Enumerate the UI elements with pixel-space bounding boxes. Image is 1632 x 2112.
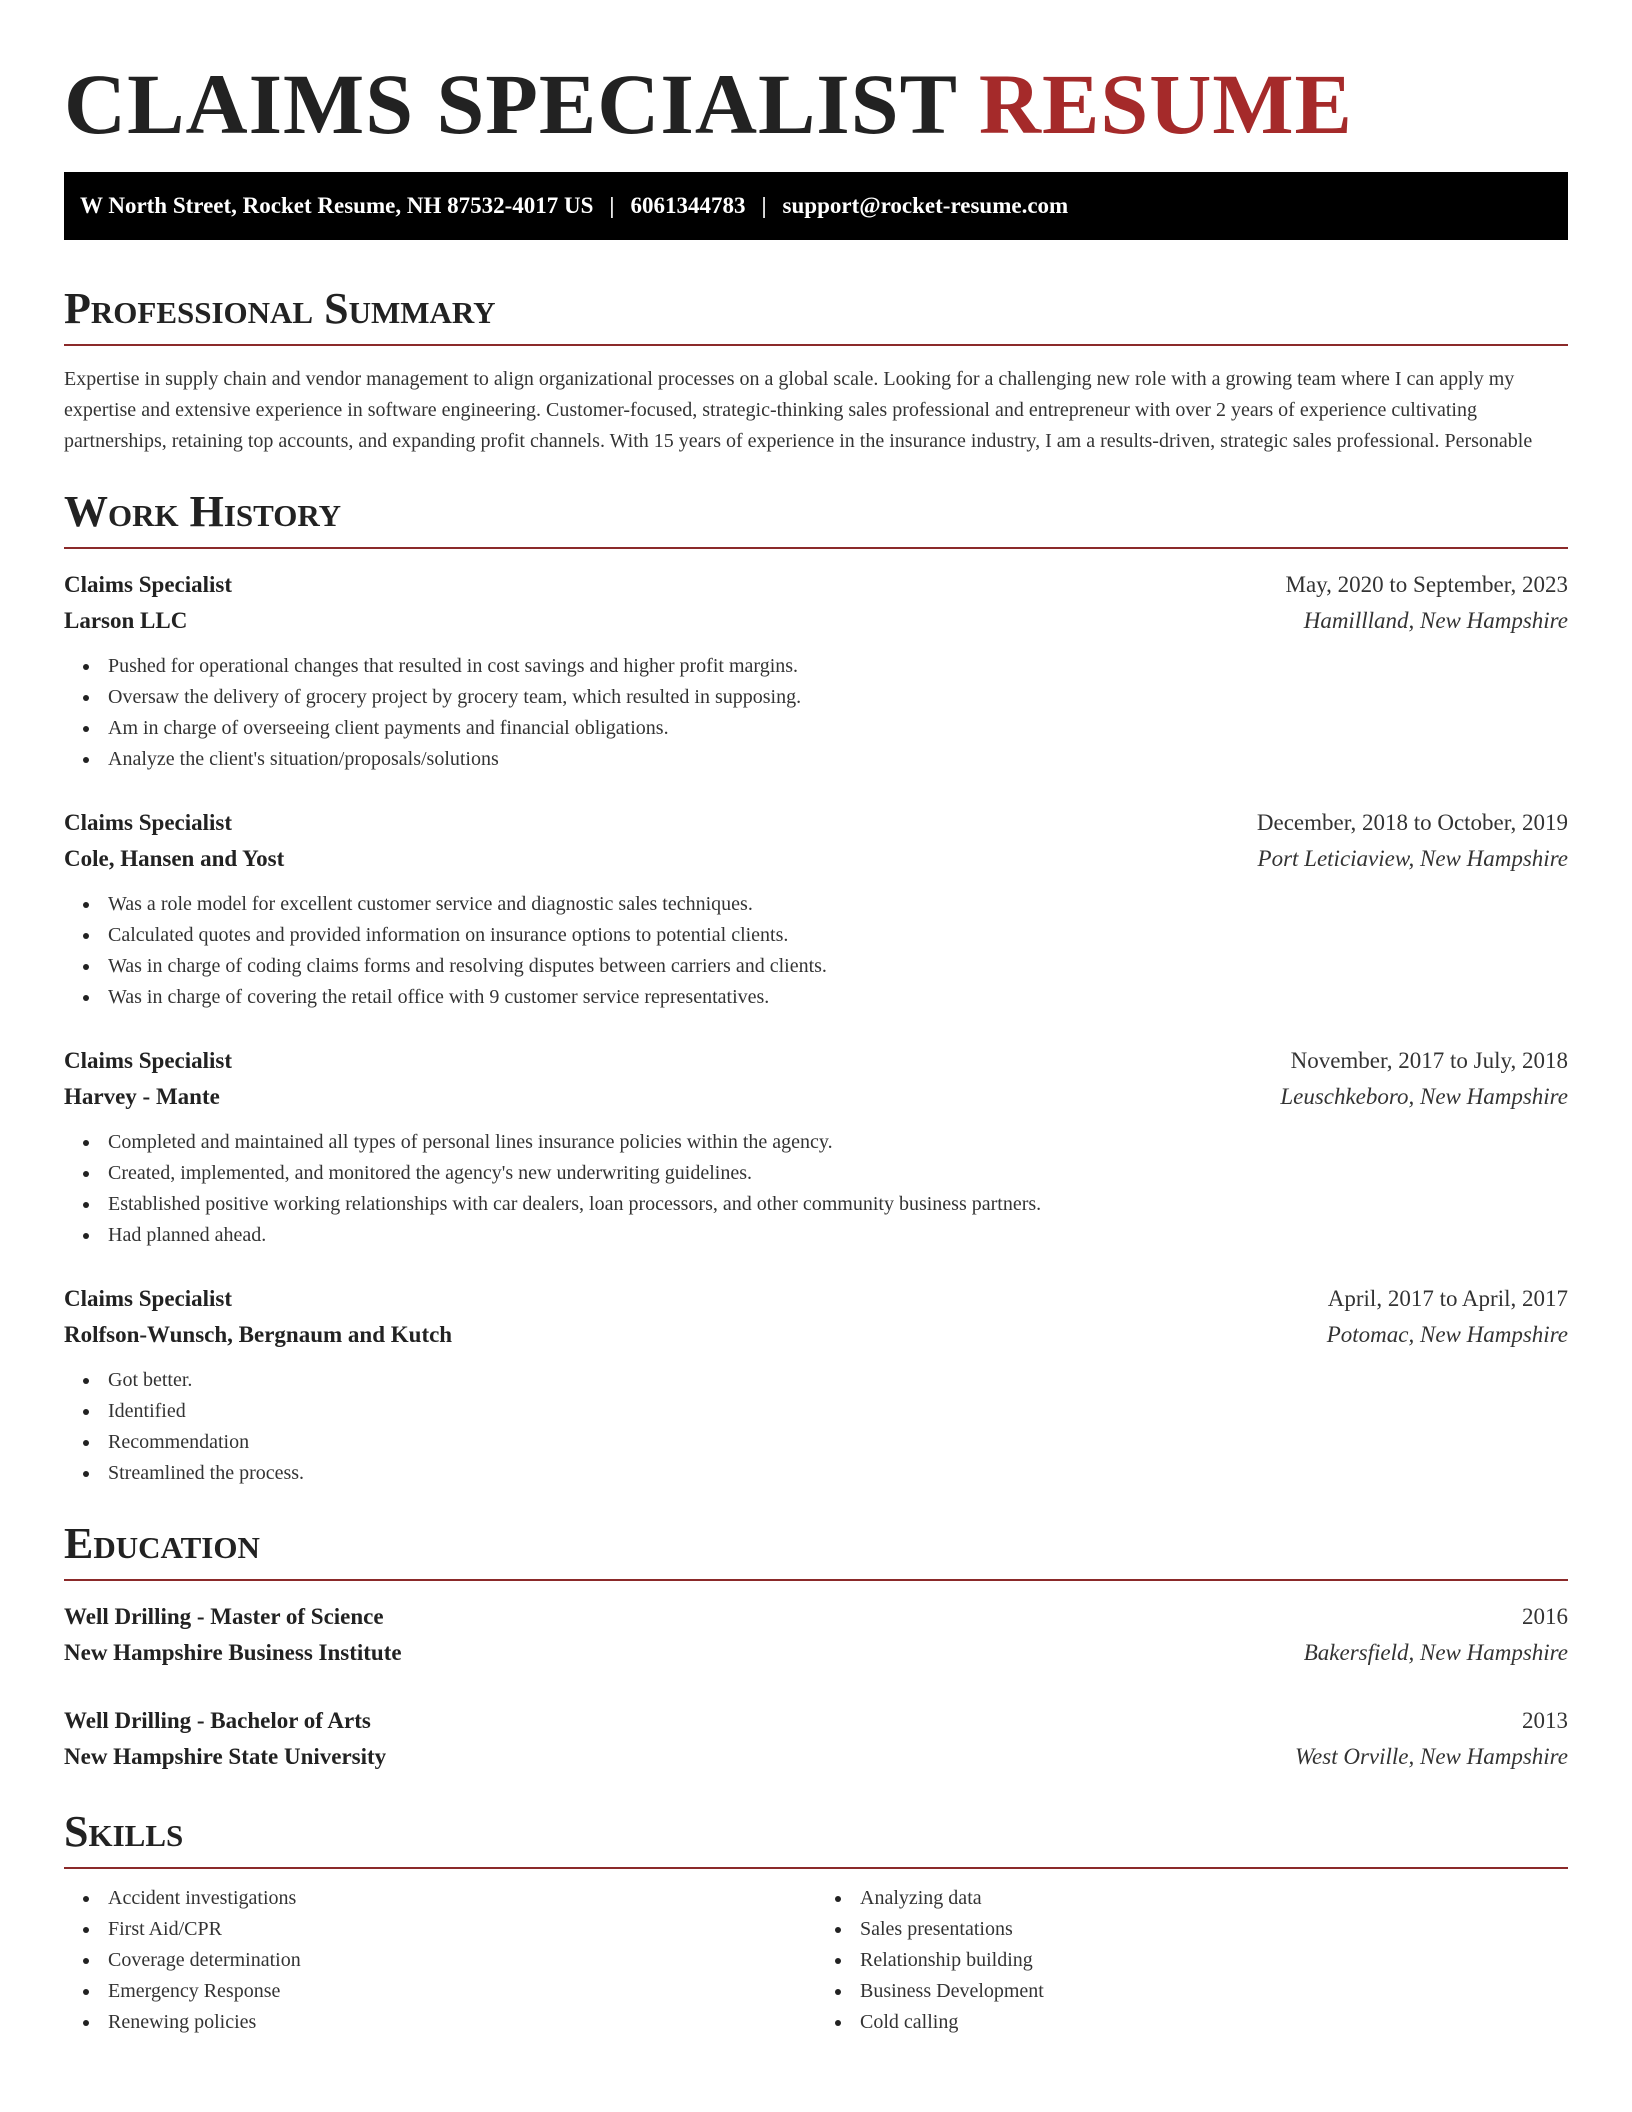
skill-item: Renewing policies (108, 2007, 816, 2038)
list-item: Created, implemented, and monitored the agency's new underwriting guidelines. (108, 1158, 1568, 1189)
skill-item: Relationship building (860, 1945, 1568, 1976)
job-entry (64, 1043, 1568, 1251)
job-company-row (64, 1079, 1568, 1115)
job-dates: April, 2017 to April, 2017 (1327, 1286, 1568, 1311)
job-dates: May, 2020 to September, 2023 (1285, 572, 1568, 597)
skill-item: First Aid/CPR (108, 1914, 816, 1945)
skills-columns (64, 1883, 1568, 2038)
list-item: Got better. (108, 1365, 1568, 1396)
education-section (64, 1519, 1568, 1775)
list-item: Recommendation (108, 1427, 1568, 1458)
list-item: Analyze the client's situation/proposals/solutions (108, 744, 1568, 775)
job-dates: November, 2017 to July, 2018 (1290, 1048, 1568, 1073)
list-item: Was a role model for excellent customer service and diagnostic sales techniques. (108, 889, 1568, 920)
list-item: Had planned ahead. (108, 1220, 1568, 1251)
list-item: Calculated quotes and provided information on insurance options to potential clients. (108, 920, 1568, 951)
job-company-row (64, 1317, 1568, 1353)
skill-item: Cold calling (860, 2007, 1568, 2038)
education-school: New Hampshire State University (64, 1744, 387, 1769)
skill-item: Business Development (860, 1976, 1568, 2007)
section-heading-skills: Skills (64, 1807, 1568, 1869)
list-item: Pushed for operational changes that resulted in cost savings and higher profit margins. (108, 651, 1568, 682)
job-entry (64, 1281, 1568, 1489)
job-location: Port Leticiaview, New Hampshire (1257, 846, 1568, 871)
contact-email: support@rocket-resume.com (782, 193, 1069, 218)
education-year: 2013 (1522, 1708, 1568, 1733)
skill-item: Coverage determination (108, 1945, 816, 1976)
title-accent: RESUME (978, 56, 1353, 152)
job-location: Leuschkeboro, New Hampshire (1280, 1084, 1568, 1109)
contact-phone: 6061344783 (630, 193, 746, 218)
job-bullets (64, 889, 1568, 1013)
contact-separator: | (761, 193, 767, 218)
education-location: Bakersfield, New Hampshire (1303, 1640, 1568, 1665)
skills-list-right (816, 1883, 1568, 2038)
education-school-row (64, 1739, 1568, 1775)
job-location: Hamillland, New Hampshire (1303, 608, 1568, 633)
job-company: Rolfson-Wunsch, Bergnaum and Kutch (64, 1322, 453, 1347)
job-bullets (64, 1127, 1568, 1251)
job-title: Claims Specialist (64, 810, 233, 835)
education-school: New Hampshire Business Institute (64, 1640, 402, 1665)
skill-item: Accident investigations (108, 1883, 816, 1914)
job-location: Potomac, New Hampshire (1326, 1322, 1568, 1347)
list-item: Am in charge of overseeing client payments and financial obligations. (108, 713, 1568, 744)
education-school-row (64, 1635, 1568, 1671)
list-item: Was in charge of coding claims forms and resolving disputes between carriers and clients. (108, 951, 1568, 982)
list-item: Completed and maintained all types of personal lines insurance policies within the agency. (108, 1127, 1568, 1158)
job-header-row (64, 1281, 1568, 1317)
job-header-row (64, 805, 1568, 841)
job-title: Claims Specialist (64, 1286, 233, 1311)
job-company-row (64, 841, 1568, 877)
education-entry (64, 1703, 1568, 1775)
education-year: 2016 (1522, 1604, 1568, 1629)
job-title: Claims Specialist (64, 572, 233, 597)
contact-address: W North Street, Rocket Resume, NH 87532-4017 US (80, 193, 594, 218)
job-dates: December, 2018 to October, 2019 (1256, 810, 1568, 835)
job-company-row (64, 603, 1568, 639)
job-bullets (64, 1365, 1568, 1489)
job-entry (64, 567, 1568, 775)
professional-summary-section (64, 284, 1568, 457)
education-entry (64, 1599, 1568, 1671)
contact-separator: | (609, 193, 615, 218)
section-heading-education: Education (64, 1519, 1568, 1581)
job-header-row (64, 1043, 1568, 1079)
skill-item: Analyzing data (860, 1883, 1568, 1914)
list-item: Established positive working relationships with car dealers, loan processors, and other community business partners. (108, 1189, 1568, 1220)
job-company: Cole, Hansen and Yost (64, 846, 285, 871)
job-title: Claims Specialist (64, 1048, 233, 1073)
education-degree-row (64, 1599, 1568, 1635)
education-degree: Well Drilling - Master of Science (64, 1604, 384, 1629)
job-bullets (64, 651, 1568, 775)
resume-title (64, 56, 1568, 152)
skills-section (64, 1807, 1568, 2038)
list-item: Oversaw the delivery of grocery project by grocery team, which resulted in supposing. (108, 682, 1568, 713)
summary-text: Expertise in supply chain and vendor management to align organizational processes on a global scale. Looking for a challenging new role with a growing team where I can apply my expertise and extensive experience in software engineering. Customer-focused, strategic-thinking sales professional and entrepreneur with over 2 years of experience cultivating partnerships, retaining top accounts, and expanding profit channels. With 15 years of experience in the insurance industry, I am a results-driven, strategic sales professional. Personable (64, 368, 1533, 452)
job-header-row (64, 567, 1568, 603)
section-heading-work: Work History (64, 487, 1568, 549)
skill-item: Sales presentations (860, 1914, 1568, 1945)
contact-bar (64, 172, 1568, 240)
job-entry (64, 805, 1568, 1013)
list-item: Streamlined the process. (108, 1458, 1568, 1489)
skill-item: Emergency Response (108, 1976, 816, 2007)
education-degree: Well Drilling - Bachelor of Arts (64, 1708, 371, 1733)
list-item: Was in charge of covering the retail office with 9 customer service representatives. (108, 982, 1568, 1013)
title-main: CLAIMS SPECIALIST (64, 56, 957, 152)
section-heading-summary: Professional Summary (64, 284, 1568, 346)
work-history-section (64, 487, 1568, 1489)
skills-list-left (64, 1883, 816, 2038)
list-item: Identified (108, 1396, 1568, 1427)
job-company: Larson LLC (64, 608, 188, 633)
education-degree-row (64, 1703, 1568, 1739)
education-location: West Orville, New Hampshire (1294, 1744, 1568, 1769)
job-company: Harvey - Mante (64, 1084, 220, 1109)
